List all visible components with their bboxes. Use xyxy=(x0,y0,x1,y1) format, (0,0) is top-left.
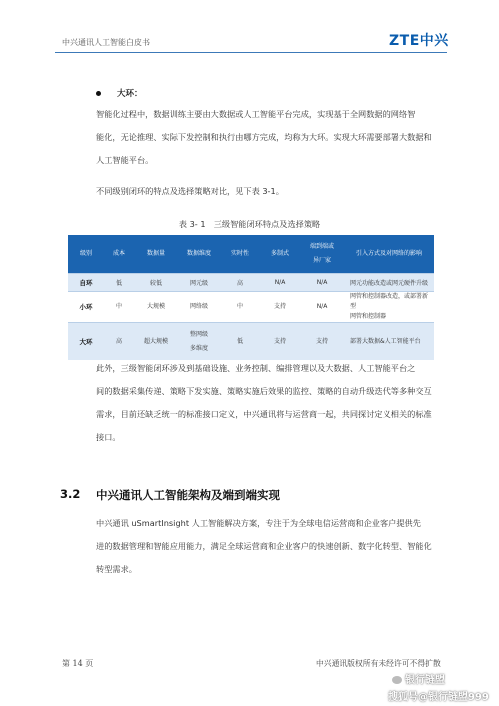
text-line: 智能化过程中，数据训练主要由大数据或人工智能平台完成，实现基于全网数据的网络智 xyxy=(96,109,416,119)
section-title: 中兴通讯人工智能架构及端到端实现 xyxy=(96,488,280,502)
table-row xyxy=(68,292,434,323)
table-cell: 高 xyxy=(104,323,134,361)
table-row xyxy=(68,323,434,361)
table-cell-level: 自环 xyxy=(68,274,104,292)
bullet-dot-icon xyxy=(96,91,101,96)
paragraph-usmartinsight xyxy=(96,512,448,581)
table-header-cell: 级别 xyxy=(68,235,104,274)
header-title: 中兴通讯人工智能白皮书 xyxy=(62,38,150,47)
header-divider xyxy=(55,52,447,53)
table-header-cell: 引入方式及对网络的影响 xyxy=(344,235,434,274)
text-line: 接口。 xyxy=(96,432,121,442)
text-line: 能化，无论推理、实际下发控制和执行由哪方完成，均称为大环。实现大环需要部署大数据和 xyxy=(96,132,432,142)
bullet-label: 大环： xyxy=(117,89,143,99)
table-cell: 整网级 多维度 xyxy=(178,323,220,361)
table-cell: 支持 xyxy=(260,292,300,323)
text-line: 转型需求。 xyxy=(96,564,137,574)
table-cell: 网元级 xyxy=(178,274,220,292)
text-line: 此外，三级智能闭环涉及到基础设施、业务控制、编排管理以及大数据、人工智能平台之 xyxy=(96,363,416,373)
table-row xyxy=(68,274,434,292)
table-cell: N/A xyxy=(300,274,344,292)
text-line: 中兴通讯 uSmartInsight 人工智能解决方案，专注于为全球电信运营商和企业客户提供先 xyxy=(96,518,421,528)
table-cell: 大规模 xyxy=(134,292,178,323)
table-cell: 较低 xyxy=(134,274,178,292)
table-cell: 支持 xyxy=(260,323,300,361)
table-header-cell: 多制式 xyxy=(260,235,300,274)
table-header-cell: 数据量 xyxy=(134,235,178,274)
zte-logo: ZTE中兴 xyxy=(389,33,449,49)
table-cell: 网管和控制器改造，或部署新型 网管和控制器 xyxy=(344,292,434,323)
table-cell-level: 小环 xyxy=(68,292,104,323)
watermark-text: 银行链盟 xyxy=(405,675,445,686)
table-cell: 网络级 xyxy=(178,292,220,323)
paragraph-table-intro xyxy=(96,180,448,203)
loop-comparison-table xyxy=(68,235,434,360)
table-cell: 中 xyxy=(220,292,260,323)
table-caption: 表 3- 1 三级智能闭环特点及选择策略 xyxy=(178,219,321,229)
text-line: 间的数据采集传递、策略下发实施、策略实施后效果的监控、策略的自动升级迭代等多种交互 xyxy=(96,386,432,396)
table-header-cell: 实时性 xyxy=(220,235,260,274)
table-cell: N/A xyxy=(260,274,300,292)
table-cell: 支持 xyxy=(300,323,344,361)
table-cell: 高 xyxy=(220,274,260,292)
text-line: 人工智能平台。 xyxy=(96,155,154,165)
paragraph-big-loop xyxy=(96,103,448,172)
table-cell: N/A xyxy=(300,292,344,323)
table-cell: 中 xyxy=(104,292,134,323)
watermark-line2: 搜狐号@银行链盟999 xyxy=(388,692,489,703)
table-header-cell: 数据维度 xyxy=(178,235,220,274)
table-cell: 网元功能改造或网元硬件升级 xyxy=(344,274,434,292)
text-line: 需求，目前还缺乏统一的标准接口定义，中兴通讯将与运营商一起，共同探讨定义相关的标准 xyxy=(96,409,432,419)
table-header-row xyxy=(68,235,434,274)
table-cell: 超大规模 xyxy=(134,323,178,361)
table-cell-level: 大环 xyxy=(68,323,104,361)
text-line: 不同级别闭环的特点及选择策略对比，见下表 3-1。 xyxy=(96,186,284,196)
wechat-icon xyxy=(392,676,402,684)
table-cell: 低 xyxy=(220,323,260,361)
watermark-line1 xyxy=(392,671,445,686)
section-number: 3.2 xyxy=(60,487,81,501)
paragraph-interface xyxy=(96,357,448,449)
text-line: 进的数据管理和智能应用能力，满足全球运营商和企业客户的快速创新、数字化转型、智能化 xyxy=(96,541,432,551)
table-cell: 低 xyxy=(104,274,134,292)
copyright-note: 中兴通讯版权所有未经许可不得扩散 xyxy=(316,659,441,668)
bullet-heading xyxy=(96,87,143,99)
page-number: 第 14 页 xyxy=(62,659,94,668)
table-header-cell: 成本 xyxy=(104,235,134,274)
table-cell: 部署大数据&人工智能平台 xyxy=(344,323,434,361)
table-header-cell: 端到端或 异厂家 xyxy=(300,235,344,274)
